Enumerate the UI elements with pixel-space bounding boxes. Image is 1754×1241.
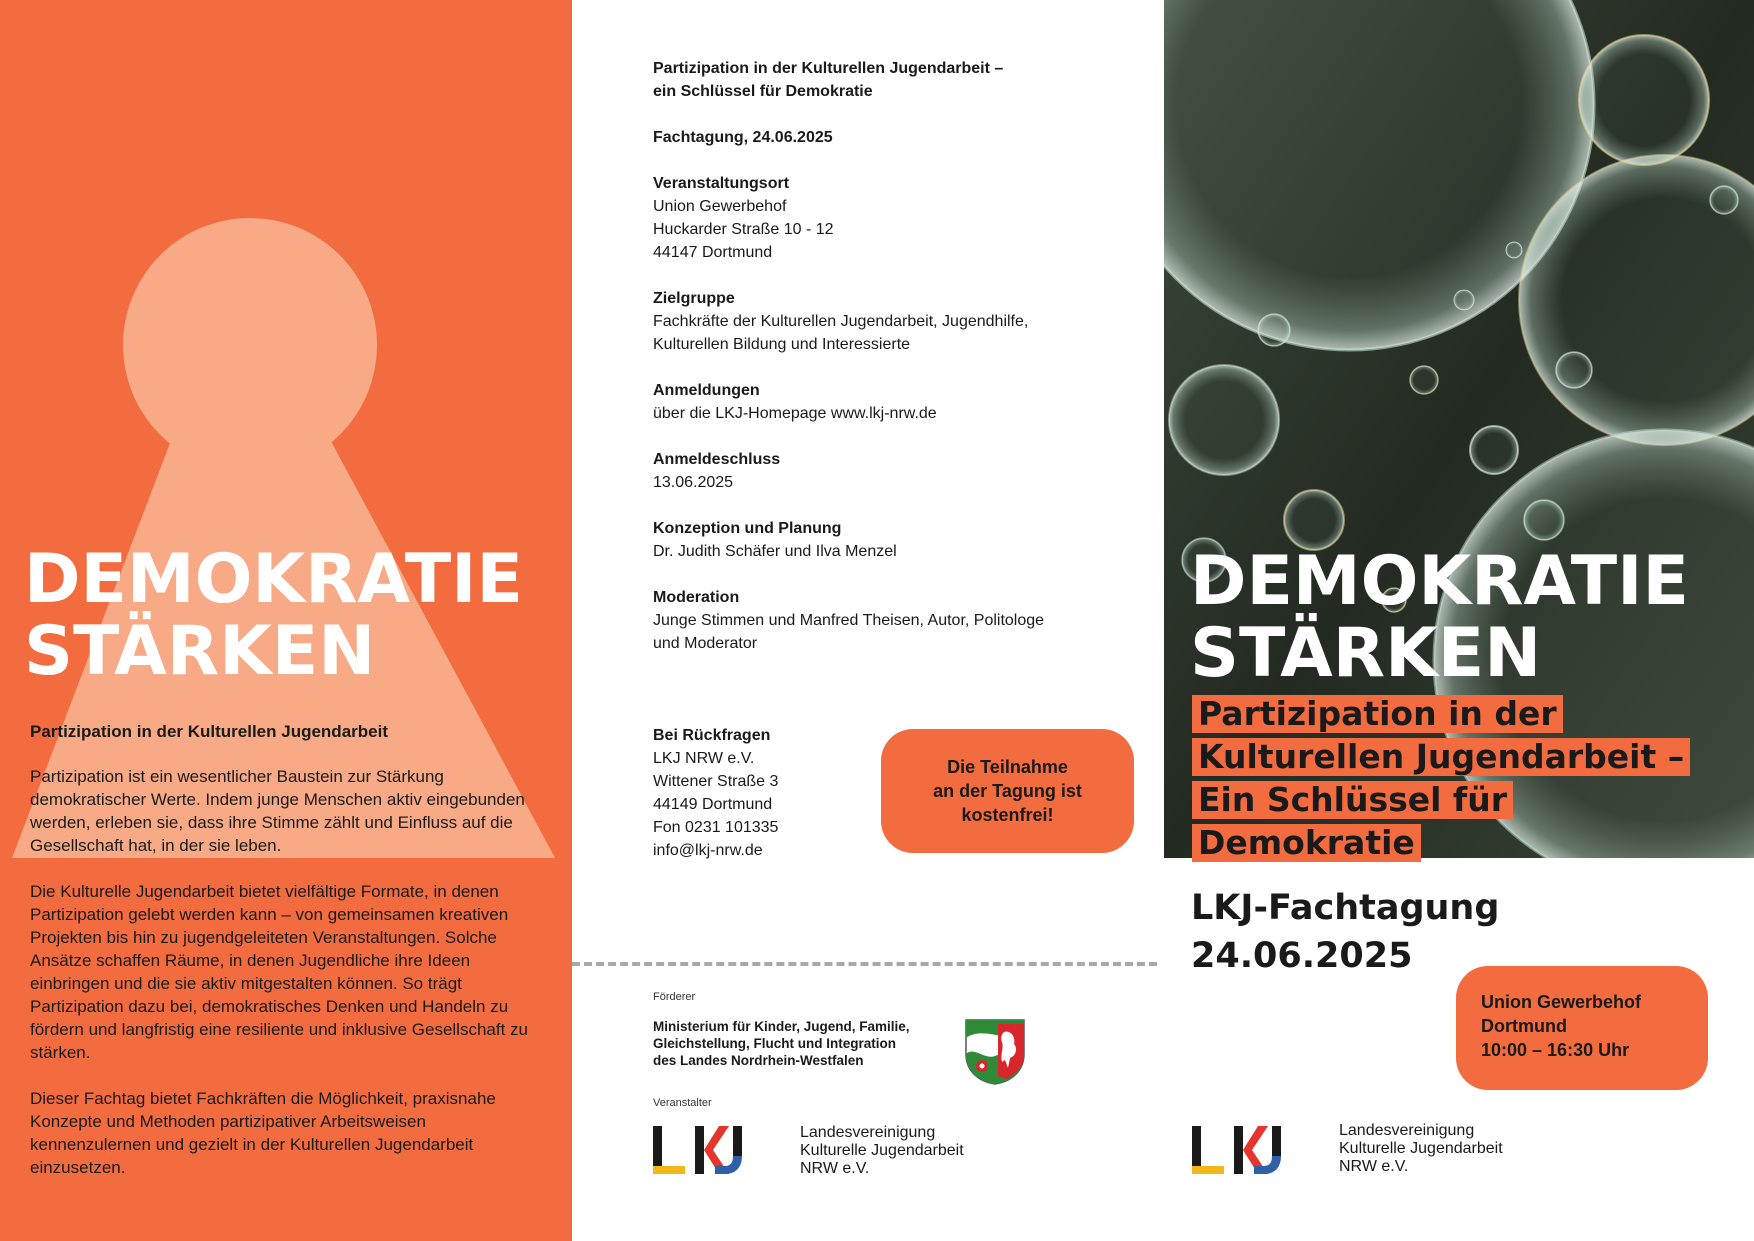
organizer-line: Kulturelle Jugendarbeit	[800, 1142, 964, 1159]
subtitle-line: Demokratie	[1192, 824, 1421, 862]
left-body-text	[30, 720, 550, 1202]
free-badge-line: Die Teilnahme	[947, 757, 1068, 777]
planning-block	[653, 517, 1153, 563]
place-line: Union Gewerbehof	[1481, 992, 1642, 1012]
planning-value: Dr. Judith Schäfer und Ilva Menzel	[653, 543, 897, 560]
organizer-line: NRW e.V.	[1339, 1158, 1409, 1175]
registration-value[interactable]: über die LKJ-Homepage www.lkj-nrw.de	[653, 405, 937, 422]
organizer-label: Veranstalter	[653, 1097, 712, 1109]
contact-label: Bei Rückfragen	[653, 727, 771, 744]
registration-block	[653, 379, 1153, 425]
location-time-badge	[1456, 966, 1708, 1090]
deadline-block	[653, 448, 1153, 494]
right-main-title	[1190, 542, 1689, 693]
free-badge-line: kostenfrei!	[961, 805, 1054, 825]
left-paragraph-3: Dieser Fachtag bietet Fachkräften die Möglichkeit, praxisnahe Konzepte und Methoden partizipativer Arbeitsweisen kennenzulernen und gezielt in der Kulturellen Jugendarbeit einzusetzen.	[30, 1089, 496, 1177]
organizer-line: Kulturelle Jugendarbeit	[1339, 1140, 1503, 1157]
moderation-line: Junge Stimmen und Manfred Theisen, Autor, Politologe	[653, 612, 1045, 629]
moderation-block	[653, 586, 1153, 655]
event-name: LKJ-Fachtagung	[1191, 888, 1500, 928]
contact-email[interactable]: info@lkj-nrw.de	[653, 842, 763, 859]
audience-line: Kulturellen Bildung und Interessierte	[653, 336, 911, 353]
registration-label: Anmeldungen	[653, 382, 760, 399]
nrw-crest-icon	[962, 1016, 1028, 1086]
right-title-line1: DEMOKRATIE	[1190, 542, 1689, 621]
left-panel	[0, 0, 572, 1241]
middle-title-line2: ein Schlüssel für Demokratie	[653, 83, 873, 100]
audience-line: Fachkräfte der Kulturellen Jugendarbeit, Jugendhilfe,	[653, 313, 1029, 330]
venue-block	[653, 172, 1153, 264]
free-participation-badge	[881, 729, 1134, 853]
organizer-line: Landesvereinigung	[1339, 1122, 1475, 1139]
venue-line: 44147 Dortmund	[653, 244, 773, 261]
audience-label: Zielgruppe	[653, 290, 735, 307]
left-main-title	[24, 540, 523, 691]
contact-line: 44149 Dortmund	[653, 796, 773, 813]
organizer-line: Landesvereinigung	[800, 1124, 936, 1141]
middle-title	[653, 57, 1113, 103]
ministry-line: Ministerium für Kinder, Jugend, Familie,	[653, 1019, 910, 1034]
subtitle-line: Ein Schlüssel für	[1192, 781, 1513, 819]
right-subtitle	[1192, 695, 1752, 867]
venue-line: Huckarder Straße 10 - 12	[653, 221, 834, 238]
event-title	[1191, 884, 1499, 980]
time-line: 10:00 – 16:30 Uhr	[1481, 1040, 1630, 1060]
contact-phone: Fon 0231 101335	[653, 819, 779, 836]
left-paragraph-2: Die Kulturelle Jugendarbeit bietet vielfältige Formate, in denen Partizipation gelebt werden kann – von gemeinsamen kreativen Projekten bis hin zu jugendgeleiteten Veranstaltungen. Solche Ansätze schaffen Räume, in denen Jugendliche ihre Ideen einbringen und die sie aktiv mitgestalten können. So trägt Partizipation dazu bei, demokratisches Denken und Handeln zu fördern und langfristig eine resiliente und inklusive Gesellschaft zu stärken.	[30, 882, 528, 1062]
sponsor-label: Förderer	[653, 991, 696, 1003]
left-paragraph-1: Partizipation ist ein wesentlicher Baustein zur Stärkung demokratischer Werte. Indem junge Menschen aktiv eingebunden werden, erleben sie, dass ihre Stimme zählt und Einfluss auf die Gesellschaft hat, in der sie leben.	[30, 767, 525, 855]
right-panel	[1164, 0, 1754, 1241]
contact-block	[653, 724, 873, 862]
middle-title-line1: Partizipation in der Kulturellen Jugendarbeit –	[653, 60, 1004, 77]
venue-label: Veranstaltungsort	[653, 175, 790, 192]
venue-line: Union Gewerbehof	[653, 198, 787, 215]
contact-line: LKJ NRW e.V.	[653, 750, 755, 767]
organizer-line: NRW e.V.	[800, 1160, 870, 1177]
left-heading: Partizipation in der Kulturellen Jugendarbeit	[30, 722, 388, 741]
organizer-name	[800, 1124, 964, 1178]
dashed-divider	[572, 962, 1157, 966]
place-line: Dortmund	[1481, 1016, 1567, 1036]
subtitle-line: Partizipation in der	[1192, 695, 1563, 733]
free-badge-line: an der Tagung ist	[933, 781, 1082, 801]
subtitle-line: Kulturellen Jugendarbeit –	[1192, 738, 1690, 776]
moderation-label: Moderation	[653, 589, 740, 606]
left-title-line1: DEMOKRATIE	[24, 540, 523, 619]
ministry-name	[653, 1018, 953, 1069]
ministry-line: des Landes Nordrhein-Westfalen	[653, 1053, 864, 1068]
lkj-logo-icon	[1192, 1124, 1282, 1178]
audience-block	[653, 287, 1153, 356]
lkj-logo-icon	[653, 1124, 743, 1178]
contact-line: Wittener Straße 3	[653, 773, 779, 790]
planning-label: Konzeption und Planung	[653, 520, 842, 537]
middle-panel	[572, 0, 1164, 1241]
moderation-line: und Moderator	[653, 635, 758, 652]
organizer-name-right	[1339, 1122, 1503, 1176]
event-type-text: Fachtagung, 24.06.2025	[653, 129, 833, 146]
right-title-line2: STÄRKEN	[1190, 614, 1542, 693]
ministry-line: Gleichstellung, Flucht und Integration	[653, 1036, 896, 1051]
event-type	[653, 126, 1153, 149]
deadline-label: Anmeldeschluss	[653, 451, 781, 468]
event-date: 24.06.2025	[1191, 936, 1413, 976]
left-title-line2: STÄRKEN	[24, 612, 376, 691]
deadline-value: 13.06.2025	[653, 474, 734, 491]
